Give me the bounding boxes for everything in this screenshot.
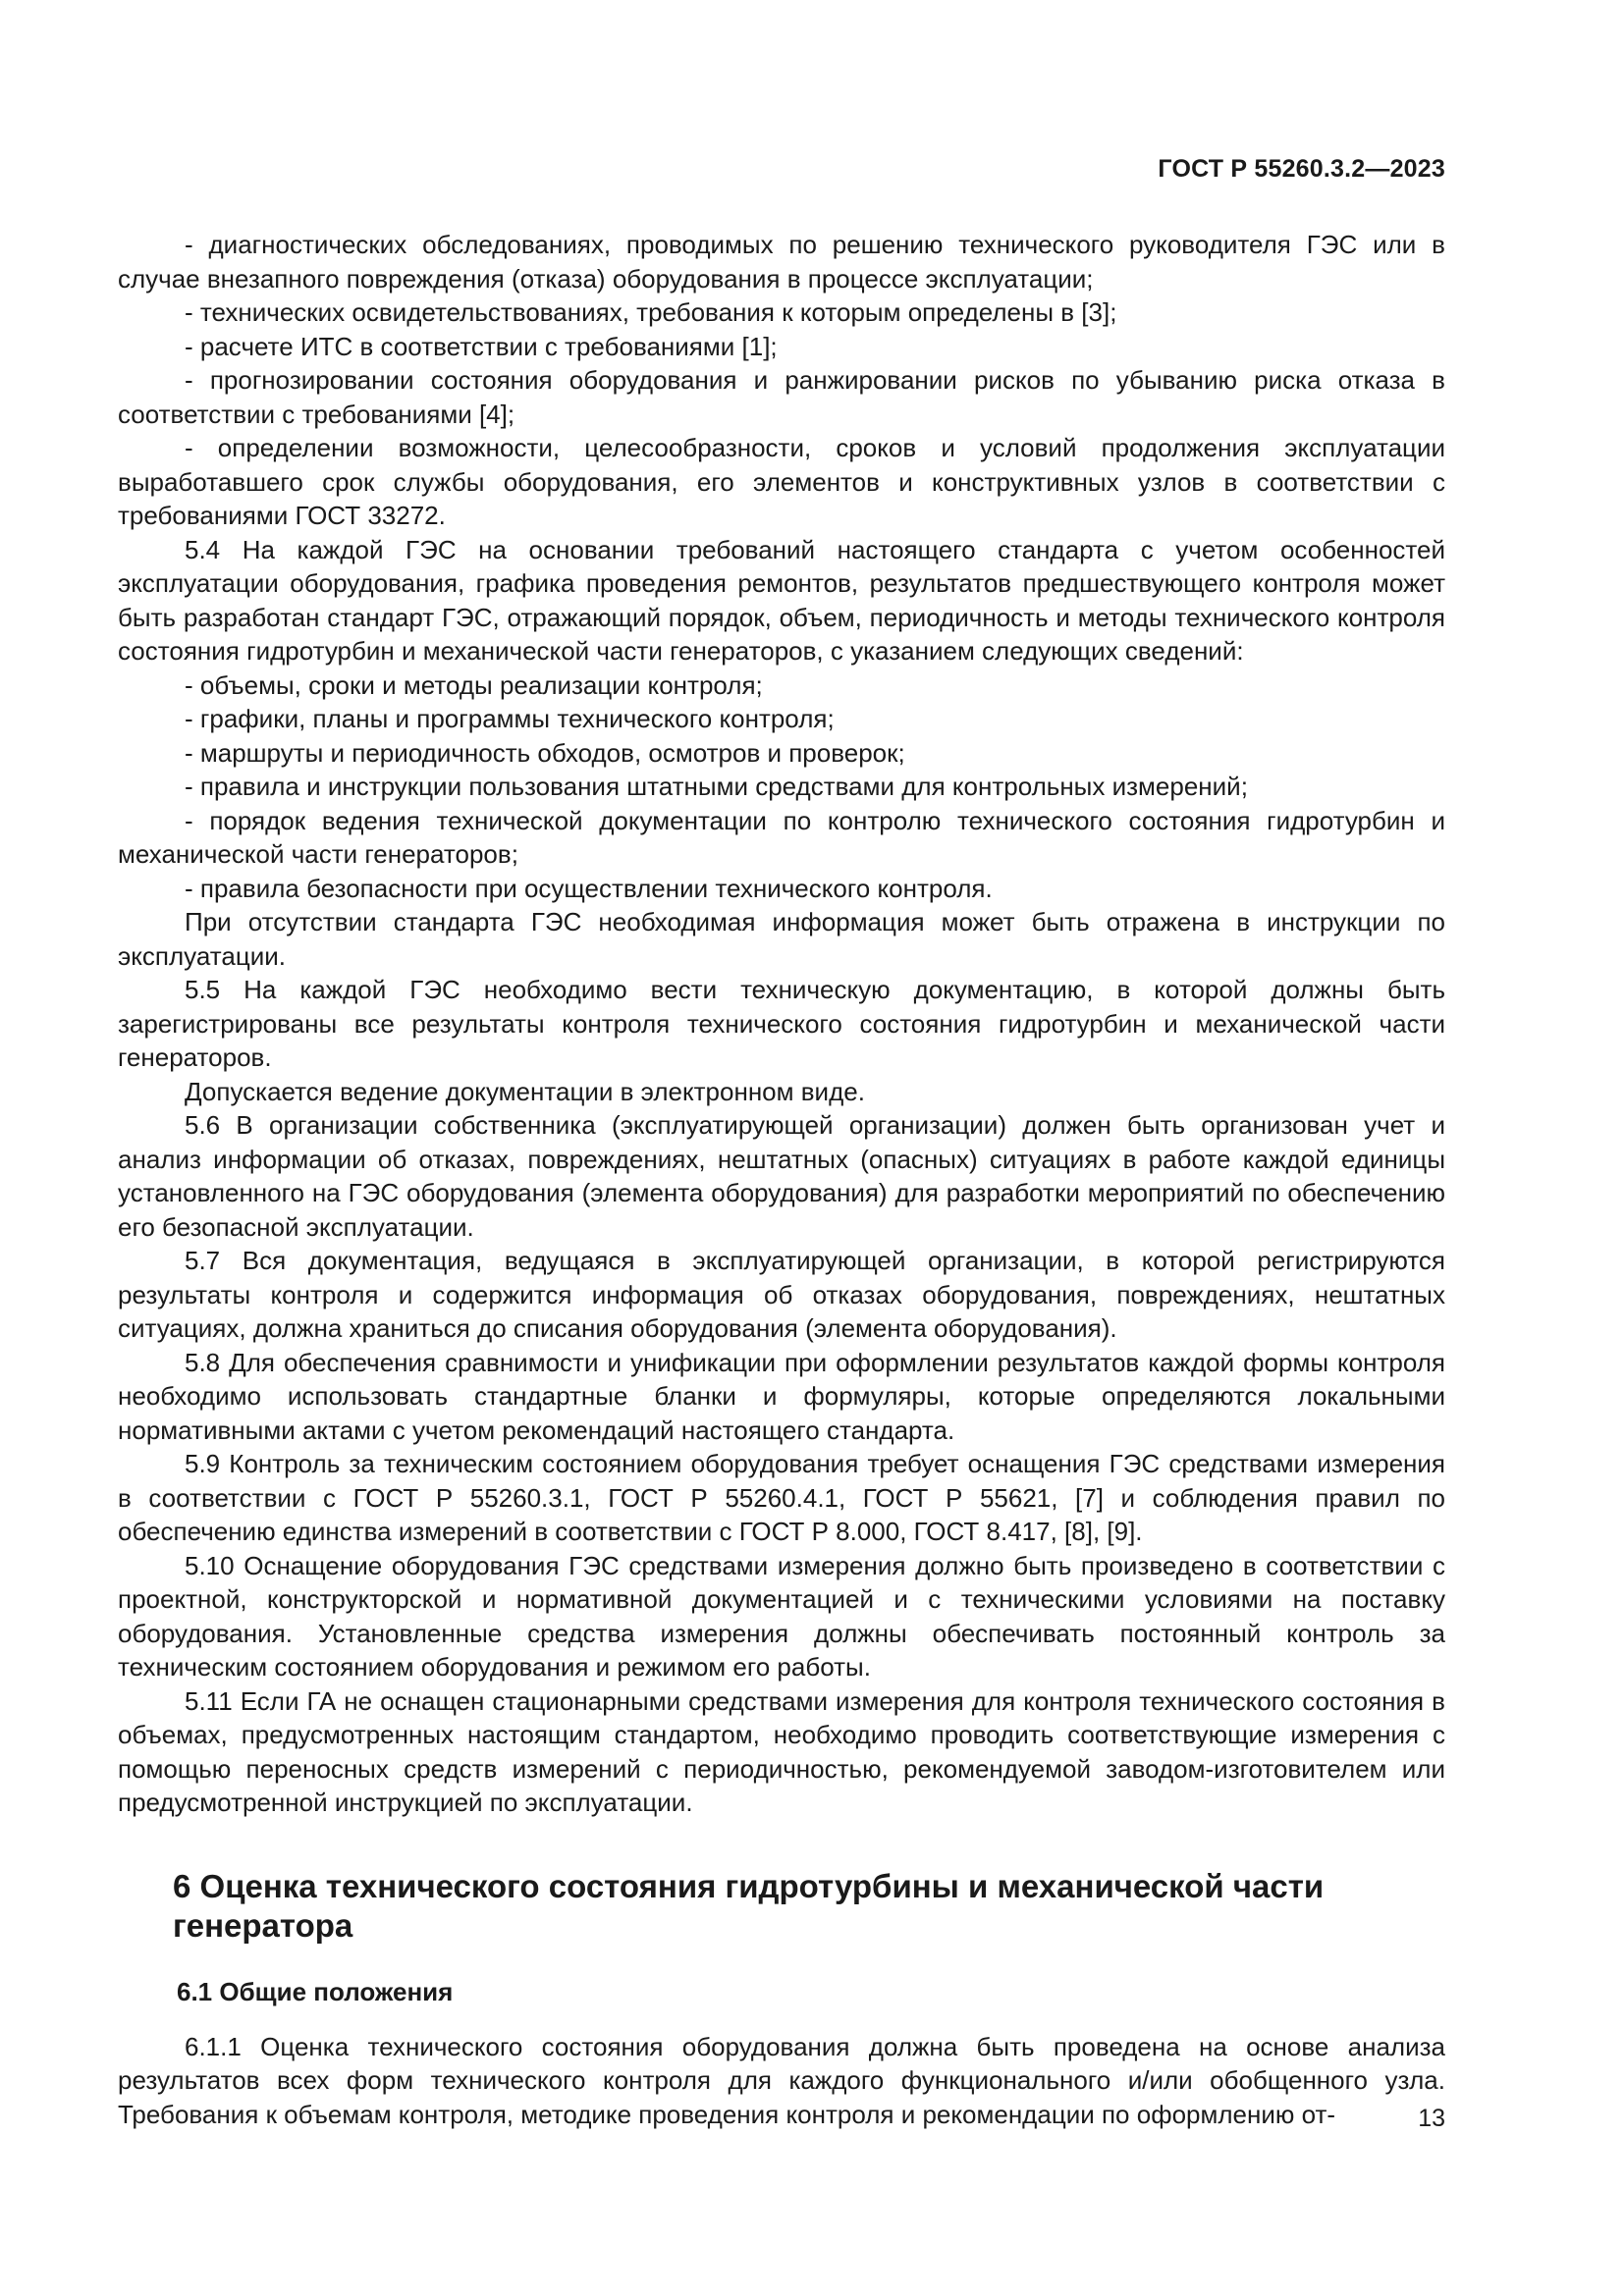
document-body [118, 228, 1445, 2131]
page-number: 13 [1418, 2105, 1445, 2132]
paragraph: При отсутствии стандарта ГЭС необходимая информация может быть отражена в инструкции по эксплуатации. [118, 907, 1445, 971]
paragraph: 5.11 Если ГА не оснащен стационарными средствами измерения для контроля технического состояния в объемах, предусмотренных настоящим стандартом, необходимо проводить соответствующие измерения с помощью переносных средств измерений с периодичностью, рекомендуемой заводом-изготовителем или предусмотренной инструкцией по эксплуатации. [118, 1685, 1445, 1817]
paragraph: - правила и инструкции пользования штатными средствами для контрольных измерений; [185, 772, 1248, 801]
paragraph: 5.10 Оснащение оборудования ГЭС средствами измерения должно быть произведено в соответствии с проектной, конструкторской и нормативной документацией и с техническими условиями на поставку оборудования. Установленные средства измерения должны обеспечивать постоянный контроль за техническим состоянием оборудования и режимом его работы. [118, 1550, 1445, 1682]
paragraph: - объемы, сроки и методы реализации контроля; [185, 669, 763, 700]
paragraph: - порядок ведения технической документации по контролю технического состояния гидротурбин и механической части генераторов; [118, 805, 1445, 869]
paragraphs-before [118, 228, 1445, 1820]
paragraph: - определении возможности, целесообразности, сроков и условий продолжения эксплуатации выработавшего срок службы оборудования, его элементов и конструктивных узлов в соответствии с требованиями ГОСТ 33272. [118, 433, 1445, 530]
paragraph: 5.9 Контроль за техническим состоянием оборудования требует оснащения ГЭС средствами измерения в соответствии с ГОСТ Р 55260.3.1, ГОСТ Р 55260.4.1, ГОСТ Р 55621, [7] и соблюдения правил по обеспечению единства измерений в соответствии с ГОСТ Р 8.000, ГОСТ 8.417, [8], [9]. [118, 1449, 1445, 1546]
paragraph: - прогнозировании состояния оборудования и ранжировании рисков по убыванию риска отказа в соответствии с требованиями [4]; [118, 365, 1445, 429]
paragraph: - диагностических обследованиях, проводимых по решению технического руководителя ГЭС или в случае внезапного повреждения (отказа) оборудования в процессе эксплуатации; [118, 230, 1445, 294]
paragraph: 5.8 Для обеспечения сравнимости и унификации при оформлении результатов каждой формы контроля необходимо использовать стандартные бланки и формуляры, которые определяются локальными нормативными актами с учетом рекомендаций настоящего стандарта. [118, 1347, 1445, 1445]
subsection-heading: 6.1 Общие положения [177, 1976, 454, 2006]
paragraph: 5.4 На каждой ГЭС на основании требований настоящего стандарта с учетом особенностей эксплуатации оборудования, графика проведения ремонтов, результатов предшествующего контроля может быть разработан стандарт ГЭС, отражающий порядок, объем, периодичность и методы технического контроля состояния гидротурбин и механической части генераторов, с указанием следующих сведений: [118, 534, 1445, 666]
paragraph: - расчете ИТС в соответствии с требованиями [1]; [185, 331, 778, 361]
section-heading: 6 Оценка технического состояния гидротурбины и механической части генератора [173, 1867, 1325, 1944]
paragraph: 5.5 На каждой ГЭС необходимо вести техническую документацию, в которой должны быть зарегистрированы все результаты контроля технического состояния гидротурбин и механической части генераторов. [118, 975, 1445, 1072]
paragraph: Допускается ведение документации в электронном виде. [185, 1076, 865, 1106]
paragraph: - технических освидетельствованиях, требования к которым определены в [3]; [185, 297, 1117, 327]
paragraph: - графики, планы и программы технического контроля; [185, 704, 835, 733]
paragraphs-after [118, 2030, 1445, 2132]
paragraph: 5.7 Вся документация, ведущаяся в эксплуатирующей организации, в которой регистрируются результаты контроля и содержится информация об отказах оборудования, повреждениях, нештатных ситуациях, должна храниться до списания оборудования (элемента оборудования). [118, 1246, 1445, 1343]
paragraph: 5.6 В организации собственника (эксплуатирующей организации) должен быть организован учет и анализ информации об отказах, повреждениях, нештатных (опасных) ситуациях в работе каждой единицы установленного на ГЭС оборудования (элемента оборудования) для разработки мероприятий по обеспечению его безопасной эксплуатации. [118, 1110, 1445, 1242]
paragraph: - маршруты и периодичность обходов, осмотров и проверок; [185, 737, 905, 768]
paragraph: 6.1.1 Оценка технического состояния оборудования должна быть проведена на основе анализа результатов всех форм технического контроля для каждого функционального и/или обобщенного узла. Требования к объемам контроля, методике проведения контроля и рекомендации по оформлению от- [118, 2031, 1445, 2129]
paragraph: - правила безопасности при осуществлении технического контроля. [185, 873, 993, 903]
document-header: ГОСТ Р 55260.3.2—2023 [1158, 155, 1445, 183]
